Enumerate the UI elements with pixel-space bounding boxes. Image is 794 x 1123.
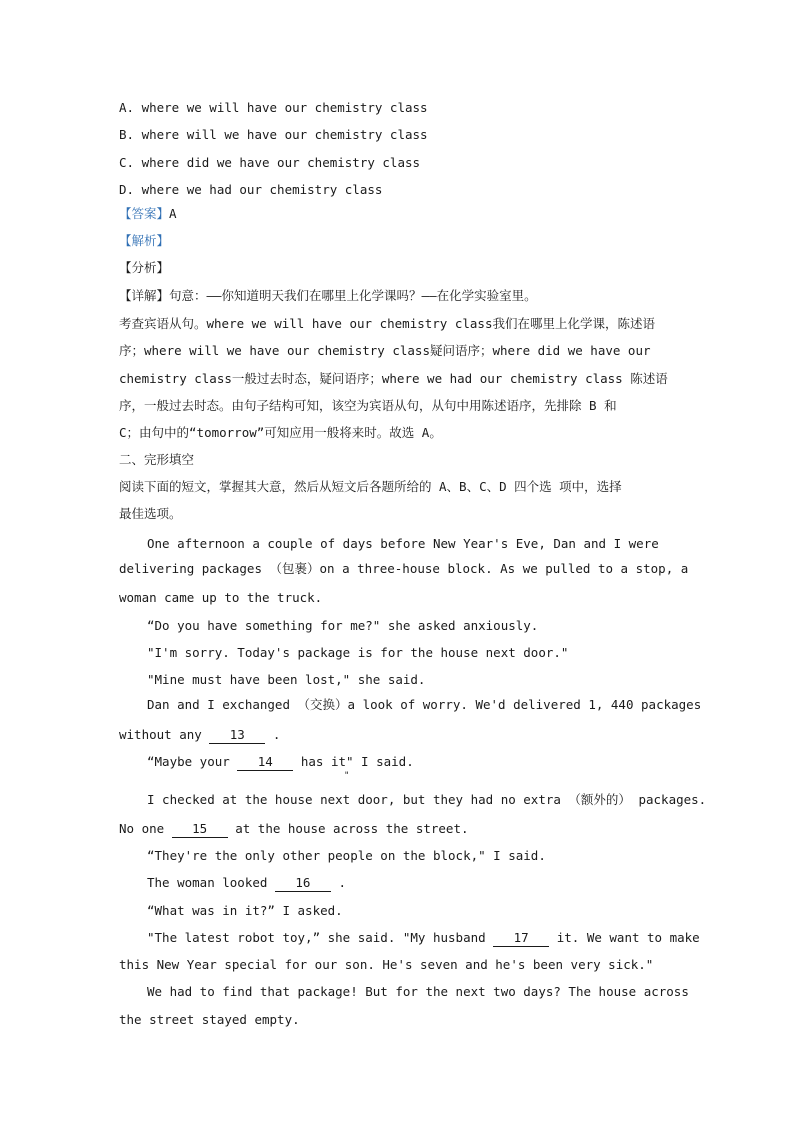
passage-line — [147, 929, 700, 947]
answer-line — [119, 205, 177, 223]
explanation-line: 序，一般过去时态。由句子结构可知，该空为宾语从句，从句中用陈述语序，先排除 B 和 — [119, 398, 617, 413]
explanation-line: 考查宾语从句。where we will have our chemistry class我们在哪里上化学课，陈述语 — [119, 316, 655, 331]
blank-15: 15 — [172, 821, 228, 838]
section-title: 二、完形填空 — [119, 452, 195, 467]
text-fragment: at the house across the street. — [227, 821, 469, 836]
passage-line — [147, 874, 346, 892]
passage-line: “What was in it?” I asked. — [147, 903, 343, 918]
blank-14: 14 — [237, 754, 293, 771]
stray-mark: " — [344, 771, 350, 781]
option-a: A. where we will have our chemistry class — [119, 100, 428, 115]
explanation-line: C；由句中的“tomorrow”可知应用一般将来时。故选 A。 — [119, 425, 442, 440]
explanation-line: 序；where will we have our chemistry class疑问语序；where did we have our — [119, 343, 651, 358]
explanation-line: 【详解】句意：——你知道明天我们在哪里上化学课吗？——在化学实验室里。 — [119, 288, 537, 303]
text-fragment: No one — [119, 821, 172, 836]
blank-16: 16 — [275, 875, 331, 892]
fenxi-label: 【分析】 — [119, 260, 170, 275]
passage-line: One afternoon a couple of days before New Year's Eve, Dan and I were — [147, 536, 659, 551]
passage-line: “Do you have something for me?" she asked anxiously. — [147, 618, 539, 633]
blank-13: 13 — [209, 727, 265, 744]
text-fragment: . — [265, 727, 281, 742]
passage-line: woman came up to the truck. — [119, 590, 323, 605]
text-fragment: “Maybe your — [147, 754, 238, 769]
text-fragment: without any — [119, 727, 210, 742]
analysis-label: 【解析】 — [119, 233, 170, 248]
text-fragment: The woman looked — [147, 875, 275, 890]
text-fragment: "The latest robot toy,” she said. "My husband — [147, 930, 494, 945]
passage-line: Dan and I exchanged （交换）a look of worry. We'd delivered 1, 440 packages — [147, 697, 702, 712]
passage-line — [147, 753, 414, 771]
passage-line: "Mine must have been lost," she said. — [147, 672, 426, 687]
blank-17: 17 — [493, 930, 549, 947]
passage-line: the street stayed empty. — [119, 1012, 300, 1027]
passage-line: “They're the only other people on the block," I said. — [147, 848, 546, 863]
passage-line — [119, 726, 280, 744]
option-d: D. where we had our chemistry class — [119, 182, 383, 197]
text-fragment: . — [330, 875, 346, 890]
text-fragment: it. We want to make — [549, 930, 700, 945]
passage-line: We had to find that package! But for the next two days? The house across — [147, 984, 689, 999]
passage-line: I checked at the house next door, but they had no extra （额外的） packages. — [147, 792, 707, 807]
instruction-line: 最佳选项。 — [119, 506, 182, 521]
passage-line: this New Year special for our son. He's seven and he's been very sick." — [119, 957, 654, 972]
answer-label: 【答案】 — [119, 206, 170, 221]
passage-line: "I'm sorry. Today's package is for the house next door." — [147, 645, 569, 660]
option-b: B. where will we have our chemistry class — [119, 127, 428, 142]
passage-line — [119, 820, 469, 838]
answer-value: A — [169, 206, 177, 221]
instruction-line: 阅读下面的短文，掌握其大意，然后从短文后各题所给的 A、B、C、D 四个选 项中，选择 — [119, 479, 622, 494]
option-c: C. where did we have our chemistry class — [119, 155, 421, 170]
passage-line: delivering packages （包裹）on a three-house block. As we pulled to a stop, a — [119, 561, 689, 576]
text-fragment: has it" I said. — [293, 754, 414, 769]
explanation-line: chemistry class一般过去时态，疑问语序；where we had our chemistry class 陈述语 — [119, 371, 668, 386]
